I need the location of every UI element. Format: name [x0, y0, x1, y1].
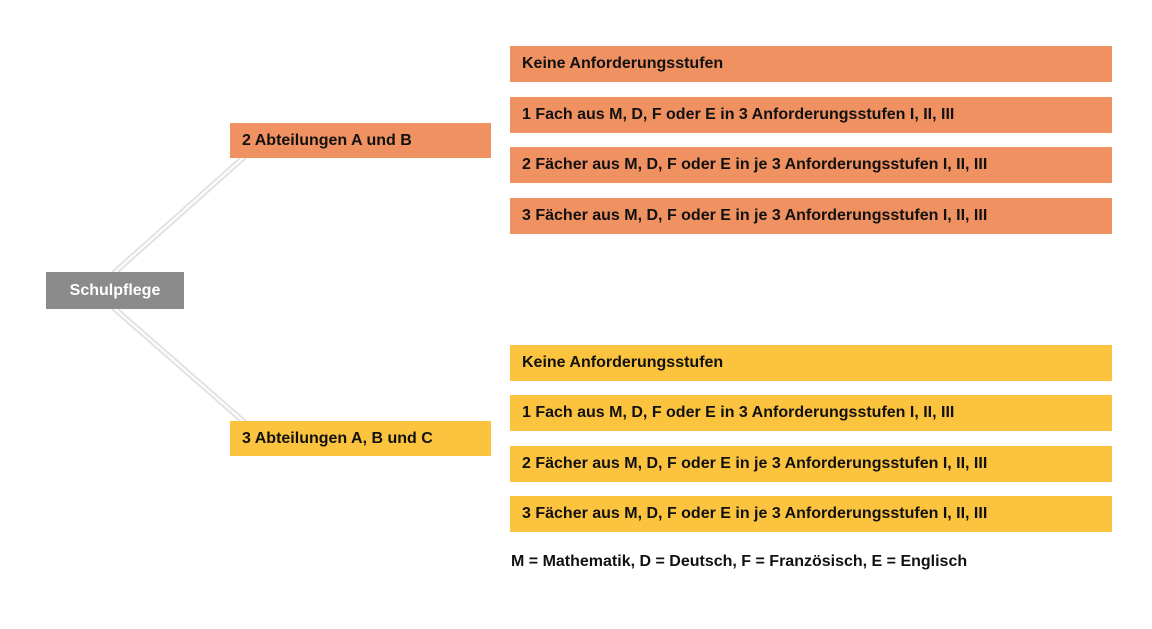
branch-node-label: 2 Abteilungen A und B: [242, 131, 412, 149]
branch-node-three-departments: [230, 421, 491, 456]
option-box-a-4: [510, 198, 1112, 234]
option-label: 1 Fach aus M, D, F oder E in 3 Anforderungsstufen I, II, III: [522, 106, 955, 123]
connector-line-lower-outer: [112, 309, 240, 421]
root-node-label: Schulpflege: [69, 281, 161, 299]
option-label: 2 Fächer aus M, D, F oder E in je 3 Anforderungsstufen I, II, III: [522, 156, 988, 173]
branch-node-two-departments: [230, 123, 491, 158]
option-label: 3 Fächer aus M, D, F oder E in je 3 Anforderungsstufen I, II, III: [522, 505, 988, 522]
option-box-a-2: [510, 97, 1112, 133]
legend-text: M = Mathematik, D = Deutsch, F = Französisch, E = Englisch: [511, 553, 968, 570]
option-box-b-1: [510, 345, 1112, 381]
connector-line-upper-inner: [118, 158, 246, 272]
option-label: 1 Fach aus M, D, F oder E in 3 Anforderungsstufen I, II, III: [522, 404, 955, 421]
branch-node-label: 3 Abteilungen A, B und C: [242, 429, 433, 447]
option-box-a-3: [510, 147, 1112, 183]
option-label: 3 Fächer aus M, D, F oder E in je 3 Anforderungsstufen I, II, III: [522, 207, 988, 224]
option-label: 2 Fächer aus M, D, F oder E in je 3 Anforderungsstufen I, II, III: [522, 455, 988, 472]
connector-line-upper-outer: [112, 158, 240, 272]
option-box-b-2: [510, 395, 1112, 431]
option-box-b-3: [510, 446, 1112, 482]
connector-line-lower-inner: [118, 309, 246, 421]
option-box-b-4: [510, 496, 1112, 532]
option-label: Keine Anforderungsstufen: [522, 354, 724, 371]
root-node-schulpflege: [46, 272, 184, 309]
option-label: Keine Anforderungsstufen: [522, 55, 724, 72]
option-box-a-1: [510, 46, 1112, 82]
